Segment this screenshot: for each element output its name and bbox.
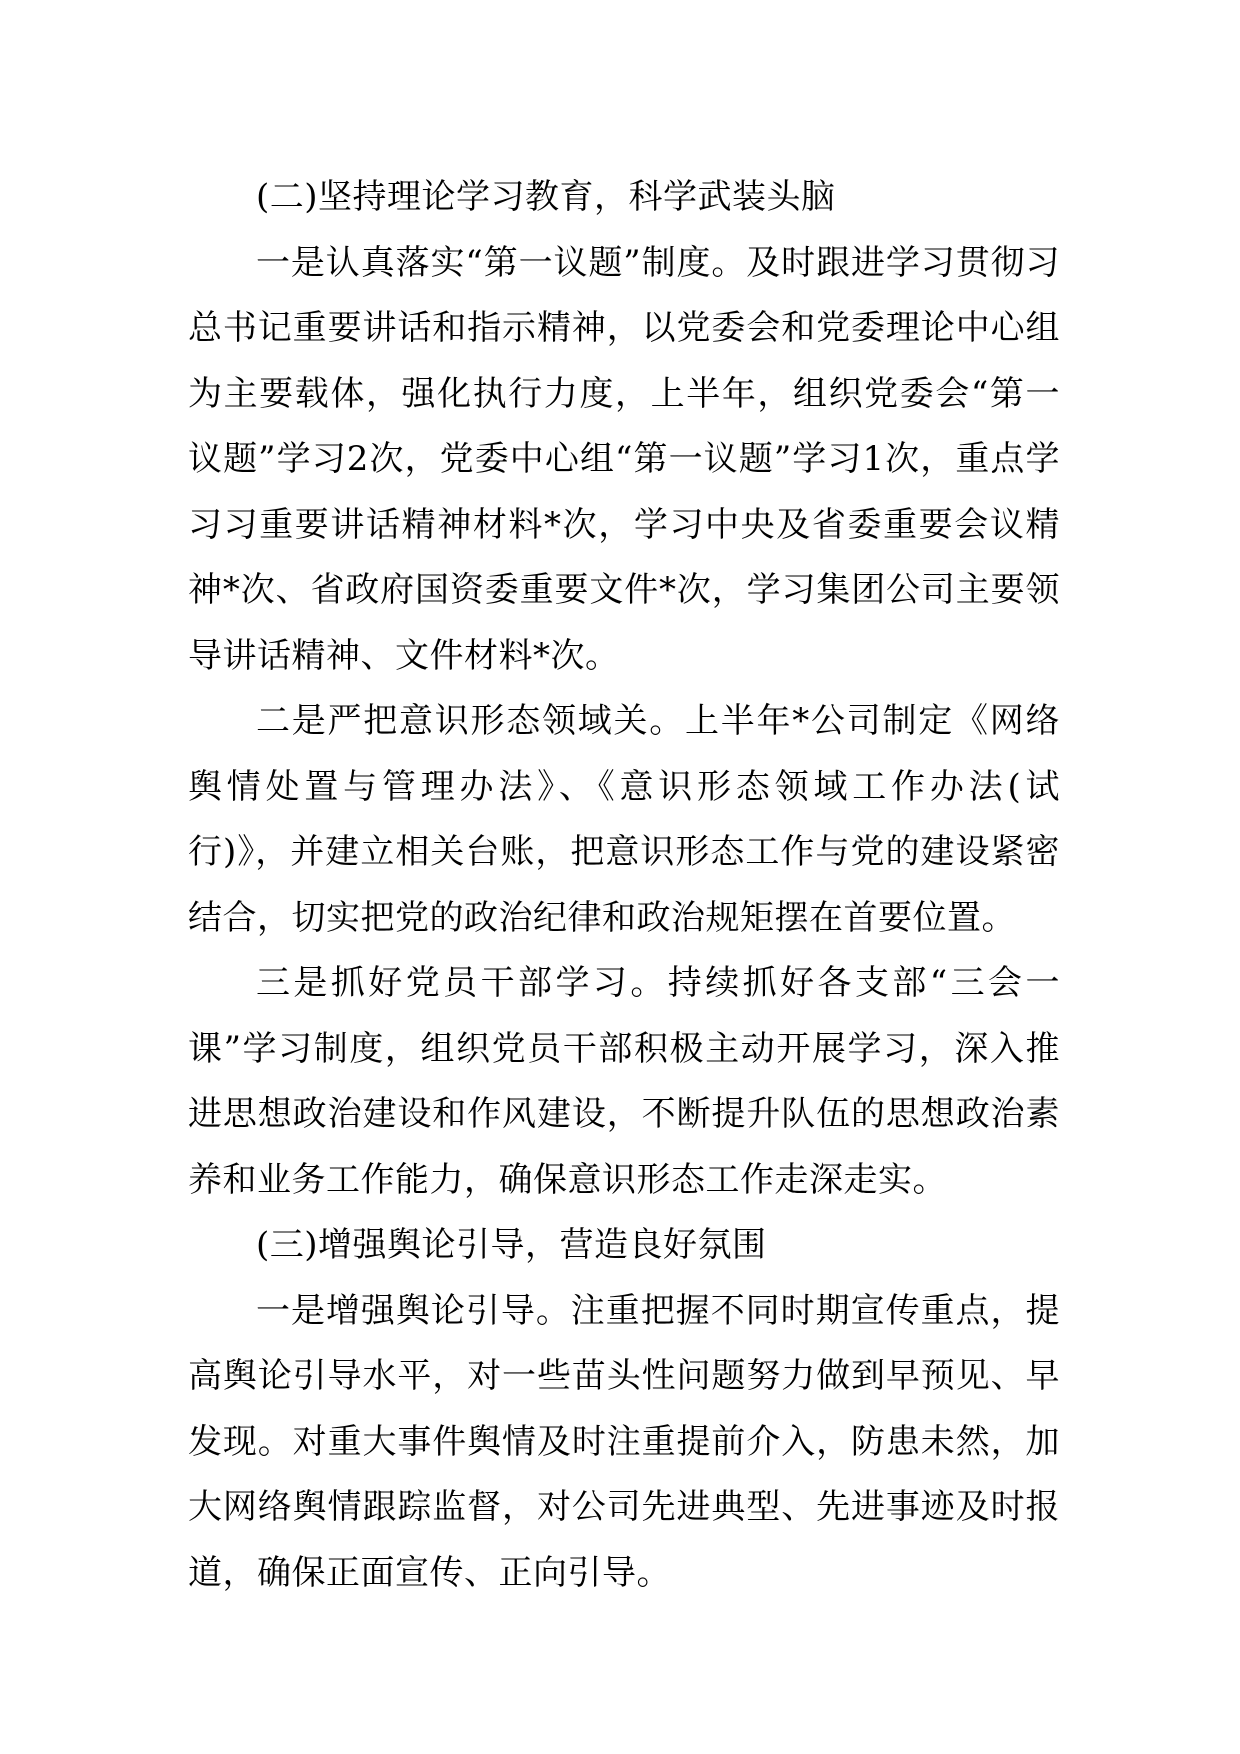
section-heading-3: (三)增强舆论引导，营造良好氛围 <box>256 1225 767 1265</box>
paragraph-ideology: 二是严把意识形态领域关。上半年*公司制定《网络舆情处置与管理办法》、《意识形态领域工作办法(试行)》，并建立相关台账，把意识形态工作与党的建设紧密结合，切实把党的政治纪律和政治规矩摆在首要位置。 <box>188 701 1060 938</box>
document-body <box>188 165 1060 1606</box>
paragraph-first-topic: 一是认真落实“第一议题”制度。及时跟进学习贯彻习总书记重要讲话和指示精神，以党委会和党委理论中心组为主要载体，强化执行力度，上半年，组织党委会“第一议题”学习2次，党委中心组“第一议题”学习1次，重点学习习重要讲话精神材料*次，学习中央及省委重要会议精神*次、省政府国资委重要文件*次，学习集团公司主要领导讲话精神、文件材料*次。 <box>188 242 1060 676</box>
paragraph-public-opinion: 一是增强舆论引导。注重把握不同时期宣传重点，提高舆论引导水平，对一些苗头性问题努力做到早预见、早发现。对重大事件舆情及时注重提前介入，防患未然，加大网络舆情跟踪监督，对公司先进典型、先进事迹及时报道，确保正面宣传、正向引导。 <box>188 1290 1060 1593</box>
section-heading-2: (二)坚持理论学习教育，科学武装头脑 <box>256 177 836 217</box>
paragraph-cadre-study: 三是抓好党员干部学习。持续抓好各支部“三会一课”学习制度，组织党员干部积极主动开展学习，深入推进思想政治建设和作风建设，不断提升队伍的思想政治素养和业务工作能力，确保意识形态工作走深走实。 <box>188 963 1060 1200</box>
